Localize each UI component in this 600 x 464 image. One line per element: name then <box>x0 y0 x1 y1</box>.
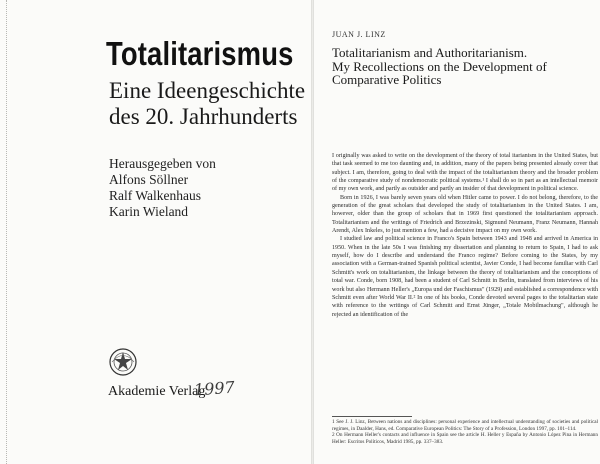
footnote-divider <box>332 416 412 417</box>
footnote: 2 On Hermann Heller's contacts and influence in Spain see the article H. Heller y España by Antonio López Pina in Hermann Heller: Escritos Políticos, Madrid 1985, pp. 337–383. <box>332 432 598 445</box>
running-head: JUAN J. LINZ <box>332 30 386 39</box>
editor-name: Alfons Söllner <box>109 172 189 187</box>
article-page <box>314 0 600 464</box>
editor-name: Karin Wieland <box>109 204 189 219</box>
handwritten-year: 1997 <box>193 377 236 400</box>
body-paragraph: I originally was asked to write on the development of the theory of total itarianism in the United States, but that task seemed to me too daunting and, in addition, many of the papers being presented already cover that subject. I am, therefore, going to deal with the impact of the totalitarianism theory and the broader problem of the comparative study of nondemocratic political systems.¹ I shall do so in part as an intellectual memoir of my own work, and partly as outsider and partly an insider of that development in political science. <box>332 153 598 193</box>
chapter-title <box>332 46 547 87</box>
editors-block <box>109 156 216 220</box>
article-body <box>332 152 598 319</box>
footnotes <box>332 419 598 445</box>
chapter-title-line: Totalitarianism and Authoritarianism. <box>332 45 528 60</box>
publisher-logo-icon <box>108 347 138 377</box>
chapter-title-line: My Recollections on the Development of <box>332 58 547 74</box>
subtitle-line: des 20. Jahrhunderts <box>109 104 298 129</box>
editor-name: Ralf Walkenhaus <box>109 188 202 203</box>
chapter-title-line: Comparative Politics <box>332 72 442 87</box>
footnote: 1 See J. J. Linz, Between nations and disciplines: personal experience and intellectual understanding of societies and political regimes, in Daalder, Hans, ed. Comparative European Politics: The Story of a Profession, London 1997, pp. 101–114. <box>332 419 598 432</box>
book-title: Totalitarismus <box>106 35 294 72</box>
body-paragraph: I studied law and political science in Franco's Spain between 1943 and 1948 and arrived in America in 1950. When in the late 50s I was finishing my dissertation and planning to return to Spain, I had to ask myself, how do I describe and understand the Franco regime? Before coming to the States, by my association with a German-trained Spanish political scientist, Javier Conde, I had become familiar with Carl Schmitt's work on totalitarianism, the linkage between the theory of totalitarianism and the conceptions of total war. Conde, born 1908, had been a student of Carl Schmitt in Berlin, translated from interviews of his work but also Hermann Heller's „Europa und der Faschismus" (1929) and established a correspondence with Schmitt even after World War II.² In one of his books, Conde devoted several pages to the totalitarian state with reference to the writings of Carl Schmitt and Ernst Jünger, „Totale Mobilmachung", although he rejected an identification of the <box>332 236 598 318</box>
subtitle-line: Eine Ideengeschichte <box>109 78 306 103</box>
book-subtitle <box>109 78 305 130</box>
publisher-name: Akademie Verlag <box>108 384 206 399</box>
body-paragraph: Born in 1926, I was barely seven years old when Hitler came to power. I do not belong, therefore, to the generation of the great scholars that developed the study of totalitarianism in the United States. I am, however, older than the group of scholars that in 1969 first questioned the totalitarianism approach. Totalitarianism and the writings of Friedrich and Brzezinski, Sigmund Neumann, Franz Neumann, Hannah Arendt, Alex Inkeles, to just mention a few, had a decisive impact on my own work. <box>332 194 598 235</box>
editors-heading: Herausgegeben von <box>109 156 216 171</box>
